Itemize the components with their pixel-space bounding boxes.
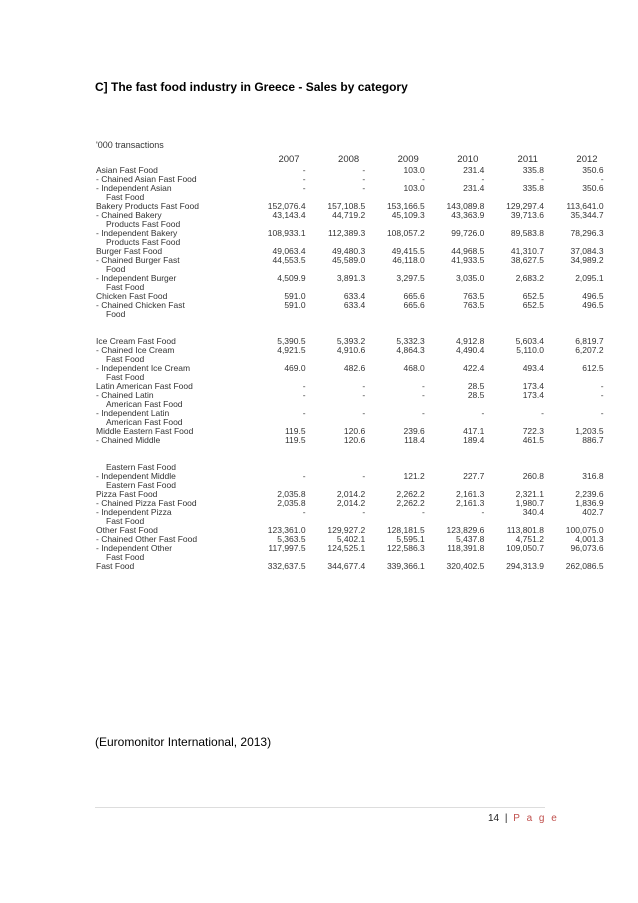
row-value: 665.6 (403, 300, 425, 310)
row-value: 417.1 (463, 426, 485, 436)
section-heading: C] The fast food industry in Greece - Sales by category (95, 80, 408, 94)
row-label: Fast Food (106, 192, 145, 202)
row-value (544, 400, 604, 409)
row-label: - Independent Burger (96, 273, 177, 283)
row-value: 78,296.3 (570, 228, 604, 238)
row-value: - (302, 507, 306, 517)
row-value: 49,063.4 (272, 246, 306, 256)
row-value: 763.5 (463, 291, 485, 301)
row-value: 1,203.5 (575, 426, 604, 436)
row-value: 28.5 (467, 381, 485, 391)
row-value: 468.0 (403, 363, 425, 373)
row-value: 120.6 (343, 426, 366, 436)
row-value: 45,109.3 (391, 210, 425, 220)
row-value: - (362, 471, 366, 481)
row-value: 2,262.2 (396, 489, 425, 499)
row-value: 119.5 (284, 435, 306, 445)
row-value: 118.4 (404, 435, 425, 445)
row-value: 152,076.4 (267, 201, 306, 211)
footer-divider (95, 807, 545, 808)
row-value: - (302, 390, 306, 400)
table-row (96, 274, 604, 283)
row-value: 100,075.0 (565, 525, 604, 535)
row-label: Fast Food (96, 561, 135, 571)
row-label: Burger Fast Food (96, 246, 163, 256)
row-value: 350.6 (582, 165, 604, 175)
row-value: 4,490.4 (456, 345, 485, 355)
row-label: - Chained Ice Cream (96, 345, 175, 355)
row-value: - (481, 408, 485, 418)
row-label: - Chained Asian Fast Food (96, 174, 197, 184)
table-row (96, 256, 604, 265)
row-value: 35,344.7 (570, 210, 604, 220)
row-value: 886.7 (582, 435, 604, 445)
row-label: - Chained Latin (96, 390, 154, 400)
row-value (306, 400, 366, 409)
row-value: 5,393.2 (336, 336, 366, 346)
row-label: Food (106, 309, 126, 319)
year-header: 2010 (457, 153, 479, 165)
row-value (365, 373, 425, 382)
row-value: 44,719.2 (332, 210, 366, 220)
row-value: 4,912.8 (456, 336, 485, 346)
row-value: 189.4 (463, 435, 485, 445)
page-word: P a g e (513, 813, 559, 824)
row-value: 28.5 (467, 390, 485, 400)
row-value: 103.0 (403, 165, 425, 175)
row-value: 43,143.4 (272, 210, 306, 220)
row-value: 335.8 (522, 165, 544, 175)
row-value: 402.7 (582, 507, 604, 517)
table-row (96, 184, 604, 193)
row-value (544, 310, 604, 319)
row-label: Fast Food (106, 552, 145, 562)
row-gap (96, 319, 604, 337)
row-value: 5,402.1 (336, 534, 366, 544)
row-value: 173.4 (522, 390, 544, 400)
row-value: 3,297.5 (396, 273, 425, 283)
row-value (246, 310, 306, 319)
row-value: - (362, 183, 366, 193)
row-label: - Chained Pizza Fast Food (96, 498, 197, 508)
row-value: 41,933.5 (451, 255, 485, 265)
row-label: Bakery Products Fast Food (96, 201, 199, 211)
row-label: Fast Food (106, 516, 145, 526)
row-value: 143,089.8 (446, 201, 485, 211)
row-value: 38,627.5 (510, 255, 544, 265)
row-value: 591.0 (284, 291, 306, 301)
row-value: 129,297.4 (506, 201, 544, 211)
row-value: 99,726.0 (451, 228, 485, 238)
table-row (96, 436, 604, 445)
row-value: 112,389.3 (328, 228, 366, 238)
row-label: - Independent Pizza (96, 507, 172, 517)
row-value: 108,057.2 (386, 228, 425, 238)
row-value: 6,819.7 (575, 336, 604, 346)
row-value: - (600, 408, 604, 418)
row-value: 1,980.7 (515, 498, 544, 508)
row-value: 2,262.2 (396, 498, 425, 508)
row-value: - (362, 507, 366, 517)
row-value: 123,361.0 (267, 525, 306, 535)
row-value: 340.4 (522, 507, 544, 517)
row-value: 6,207.2 (575, 345, 604, 355)
row-value: 231.4 (463, 183, 485, 193)
row-label: - Independent Bakery (96, 228, 178, 238)
row-label: Fast Food (106, 282, 145, 292)
row-value: - (541, 408, 544, 418)
row-value: 350.6 (582, 183, 604, 193)
table-body (96, 166, 604, 571)
row-label: Fast Food (106, 354, 145, 364)
row-value: - (421, 381, 425, 391)
row-value: 2,321.1 (515, 489, 544, 499)
year-header: 2012 (576, 153, 598, 165)
row-value: 49,480.3 (332, 246, 366, 256)
row-value: - (302, 183, 306, 193)
row-value: - (302, 408, 306, 418)
row-value: 4,864.3 (396, 345, 425, 355)
row-value: 239.6 (403, 426, 425, 436)
row-value: 157,108.5 (327, 201, 366, 211)
row-label: Latin American Fast Food (96, 381, 193, 391)
table-units: '000 transactions (96, 140, 164, 150)
row-value: 128,181.5 (386, 525, 425, 535)
row-value: 2,239.6 (575, 489, 604, 499)
row-value: - (481, 507, 485, 517)
row-value: - (481, 174, 485, 184)
row-value: 4,001.3 (575, 534, 604, 544)
row-value: 227.7 (463, 471, 485, 481)
row-value: - (362, 408, 366, 418)
row-value: 5,332.3 (396, 336, 425, 346)
row-value: - (362, 165, 366, 175)
row-value: 469.0 (284, 363, 306, 373)
table-row (96, 562, 604, 571)
row-label: - Chained Bakery (96, 210, 162, 220)
row-label: Middle Eastern Fast Food (96, 426, 194, 436)
row-value: 113,801.8 (506, 525, 544, 535)
row-value: 422.4 (463, 363, 485, 373)
row-label: Pizza Fast Food (96, 489, 158, 499)
row-label: Food (106, 264, 126, 274)
row-value: - (362, 381, 366, 391)
row-value: 665.6 (403, 291, 425, 301)
row-value (246, 373, 306, 382)
row-value: 2,035.8 (277, 498, 306, 508)
row-value: 5,363.5 (277, 534, 306, 544)
page-number: 14 (488, 813, 500, 824)
row-value: - (421, 174, 425, 184)
row-value: 37,084.3 (570, 246, 604, 256)
row-value: - (421, 507, 425, 517)
row-value: - (302, 381, 306, 391)
row-label: - Chained Chicken Fast (96, 300, 185, 310)
row-value: 44,553.5 (272, 255, 306, 265)
row-label: Fast Food (106, 372, 145, 382)
row-value (544, 373, 604, 382)
row-value: 2,095.1 (575, 273, 604, 283)
row-value: - (302, 165, 306, 175)
row-value: 89,583.8 (510, 228, 544, 238)
row-value: 5,603.4 (515, 336, 544, 346)
row-value: 124,525.1 (327, 543, 366, 553)
row-value: 262,086.5 (565, 561, 604, 571)
row-label: - Independent Ice Cream (96, 363, 191, 373)
row-value: 461.5 (522, 435, 544, 445)
row-value: 2,683.2 (515, 273, 544, 283)
row-value: 3,035.0 (456, 273, 485, 283)
row-label: - Independent Latin (96, 408, 170, 418)
row-value: 4,751.2 (515, 534, 544, 544)
row-value: 41,310.7 (510, 246, 544, 256)
row-value: 108,933.1 (267, 228, 306, 238)
row-value: 763.5 (463, 300, 485, 310)
row-value: 118,391.8 (447, 543, 485, 553)
row-value: 45,589.0 (332, 255, 366, 265)
row-label: Ice Cream Fast Food (96, 336, 176, 346)
year-header: 2008 (338, 153, 360, 165)
row-value: 496.5 (582, 300, 604, 310)
row-label: - Independent Asian (96, 183, 172, 193)
row-value (306, 463, 366, 472)
row-label: - Independent Middle (96, 471, 176, 481)
row-value: 231.4 (463, 165, 485, 175)
row-label: Products Fast Food (106, 219, 181, 229)
row-value: 591.0 (284, 300, 306, 310)
row-value: 46,118.0 (392, 255, 425, 265)
year-header: 2009 (397, 153, 419, 165)
row-value: 260.8 (522, 471, 544, 481)
row-value: - (600, 174, 604, 184)
sales-by-category-table (96, 140, 604, 571)
row-value: 39,713.6 (510, 210, 544, 220)
row-value (484, 400, 544, 409)
row-value: 4,910.6 (336, 345, 366, 355)
row-value: 316.8 (582, 471, 604, 481)
row-value: 117,997.5 (268, 543, 306, 553)
row-value: 129,927.2 (327, 525, 366, 535)
table-row (96, 508, 604, 517)
row-label: - Chained Middle (96, 435, 161, 445)
row-value: 5,110.0 (516, 345, 544, 355)
row-value: 633.4 (343, 291, 366, 301)
table-row (96, 310, 604, 319)
row-value: 44,968.5 (451, 246, 485, 256)
row-value: 652.5 (522, 300, 544, 310)
row-value: 122,586.3 (386, 543, 425, 553)
row-value: 5,595.1 (396, 534, 425, 544)
row-value: 722.3 (522, 426, 544, 436)
row-value: 34,989.2 (570, 255, 604, 265)
row-value: 633.4 (343, 300, 366, 310)
row-value (365, 400, 425, 409)
row-value: 294,313.9 (506, 561, 544, 571)
row-value: 2,161.3 (456, 489, 485, 499)
row-value: 123,829.6 (446, 525, 485, 535)
row-value (365, 310, 425, 319)
row-label: Eastern Fast Food (106, 462, 176, 472)
year-header: 2011 (517, 153, 538, 165)
row-label: - Chained Other Fast Food (96, 534, 198, 544)
row-value: 332,637.5 (267, 561, 306, 571)
row-value: 153,166.5 (386, 201, 425, 211)
year-header: 2007 (278, 153, 300, 165)
row-value: 4,509.9 (277, 273, 306, 283)
row-value (484, 310, 544, 319)
source-citation: (Euromonitor International, 2013) (95, 735, 272, 749)
row-value: 339,366.1 (386, 561, 425, 571)
row-value: 113,641.0 (566, 201, 604, 211)
row-value: 120.6 (343, 435, 366, 445)
row-value: 121.2 (403, 471, 425, 481)
row-value: 5,390.5 (277, 336, 306, 346)
row-gap (96, 445, 604, 463)
row-value: 119.5 (284, 426, 306, 436)
row-label: Eastern Fast Food (106, 480, 176, 490)
row-value: - (362, 390, 366, 400)
row-value: 612.5 (582, 363, 604, 373)
row-value: - (302, 471, 306, 481)
row-value: 335.8 (522, 183, 544, 193)
row-value (246, 400, 306, 409)
row-label: Asian Fast Food (96, 165, 158, 175)
table-row (96, 346, 604, 355)
row-value: 103.0 (403, 183, 425, 193)
row-label: - Independent Other (96, 543, 173, 553)
row-value: 2,161.3 (456, 498, 485, 508)
row-value: 1,836.9 (575, 498, 604, 508)
row-value: - (541, 174, 544, 184)
page-footer (488, 813, 559, 824)
row-value: - (362, 174, 366, 184)
table-row (96, 400, 604, 409)
row-value: 2,014.2 (336, 489, 366, 499)
row-value: 49,415.5 (391, 246, 425, 256)
table-row (96, 364, 604, 373)
row-value: - (302, 174, 306, 184)
table-row (96, 544, 604, 553)
row-label: Products Fast Food (106, 237, 181, 247)
row-value (246, 463, 306, 472)
row-value (425, 400, 485, 409)
row-value: 344,677.4 (327, 561, 366, 571)
row-value: - (421, 390, 425, 400)
row-value: 96,073.6 (570, 543, 604, 553)
row-value: 5,437.8 (456, 534, 485, 544)
row-label: American Fast Food (106, 417, 183, 427)
row-label: - Chained Burger Fast (96, 255, 180, 265)
row-value: 4,921.5 (277, 345, 306, 355)
row-value (425, 310, 485, 319)
row-label: American Fast Food (106, 399, 183, 409)
row-value: 493.4 (522, 363, 544, 373)
table-header-row (96, 152, 604, 166)
row-value: 320,402.5 (446, 561, 485, 571)
row-value: 109,050.7 (506, 543, 544, 553)
row-value: - (421, 408, 425, 418)
row-value: 496.5 (582, 291, 604, 301)
row-value: 3,891.3 (336, 273, 366, 283)
row-value: 173.4 (522, 381, 544, 391)
row-value: 652.5 (522, 291, 544, 301)
row-value: - (600, 381, 604, 391)
row-value: 482.6 (343, 363, 366, 373)
row-value: 2,014.2 (336, 498, 366, 508)
table-row (96, 301, 604, 310)
footer-separator: | (504, 813, 508, 824)
row-value: 43,363.9 (451, 210, 485, 220)
row-value: 2,035.8 (277, 489, 306, 499)
row-value (306, 373, 366, 382)
row-value (306, 310, 366, 319)
row-label: Other Fast Food (96, 525, 158, 535)
row-label: Chicken Fast Food (96, 291, 168, 301)
row-value: - (600, 390, 604, 400)
